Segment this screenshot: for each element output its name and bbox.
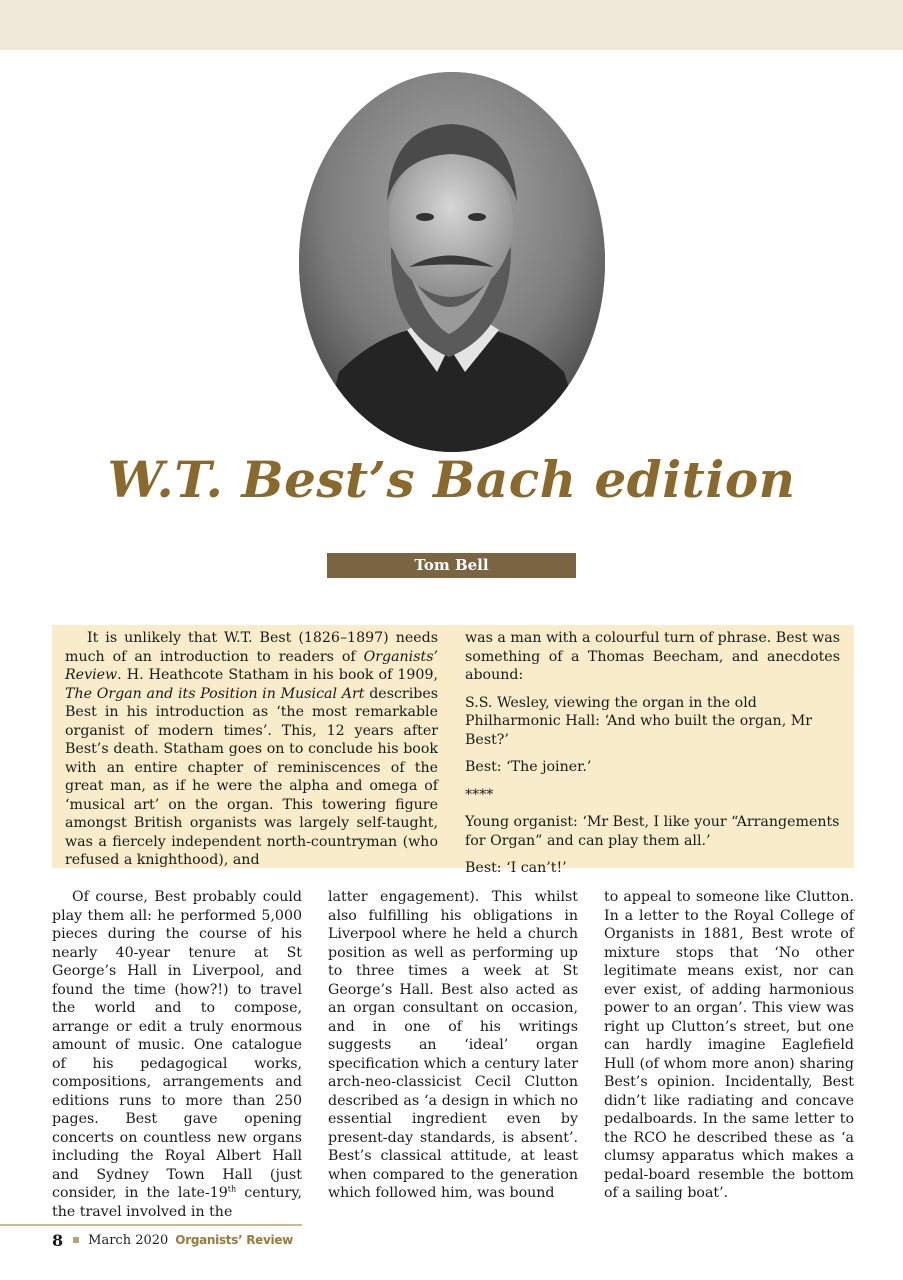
anecdote-line: Best: ‘The joiner.’	[465, 759, 592, 775]
intro-box	[52, 625, 854, 876]
portrait-photo	[299, 72, 605, 452]
body-column-2	[328, 888, 578, 1203]
body-paragraph: to appeal to someone like Clutton. In a letter to the Royal College of Organists in 1881, Best wrote of mixture stops that ‘No other legitimate means exist, nor can ever exist, of adding harmonious power to an organ’. This view was right up Clutton’s street, but one can hardly imagine Eaglefield Hull (of whom more anon) sharing Best’s opinion. Incidentally, Best didn’t like radiating and concave pedalboards. In the same letter to the RCO he described these as ‘a clumsy apparatus which makes a pedal-board resemble the bottom of a sailing boat’.	[604, 889, 854, 1201]
anecdote-line: Best: ‘I can’t!’	[465, 860, 567, 876]
portrait-image	[299, 72, 605, 452]
intro-paragraph: It is unlikely that W.T. Best (1826–1897) needs much of an introduction to readers of Organists’ Review. H. Heathcote Statham in his book of 1909, The Organ and its Position in Musical Art describes Best in his introduction as ‘the most remarkable organist of modern times’. This, 12 years after Best’s death. Statham goes on to conclude his book with an entire chapter of reminiscences of the great man, as if he were the alpha and omega of ‘musical art’ on the organ. This towering figure amongst British organists was largely self-taught, was a fiercely independent north-countryman (who refused a knighthood), and	[65, 630, 438, 868]
footer-rule	[0, 1224, 302, 1226]
anecdote-line: S.S. Wesley, viewing the organ in the old Philharmonic Hall: ‘And who built the organ, Mr Best?’	[465, 694, 813, 748]
author-byline: Tom Bell	[327, 553, 576, 578]
article-title: W.T. Best’s Bach edition	[107, 450, 796, 509]
issue-date: March 2020	[88, 1232, 169, 1248]
body-column-3	[604, 888, 854, 1203]
body-paragraph: latter engagement). This whilst also fulfilling his obligations in Liverpool where he held a church position as well as performing up to three times a week at St George’s Hall. Best also acted as an organ consultant on occasion, and in one of his writings suggests an ‘ideal’ organ specification which a century later arch-neo-classicist Cecil Clutton described as ‘a design in which no essential ingredient even by present-day standards, is absent’. Best’s classical attitude, at least when compared to the generation which followed him, was bound	[328, 889, 578, 1201]
body-paragraph: Of course, Best probably could play them all: he performed 5,000 pieces during the course of his nearly 40-year tenure at St George’s Hall in Liverpool, and found the time (how?!) to travel the world and to compose, arrange or edit a truly enormous amount of music. One catalogue of his pedagogical works, compositions, arrangements and editions runs to more than 250 pages. Best gave opening concerts on countless new organs including the Royal Albert Hall and Sydney Town Hall (just consider, in the late-19th century, the travel involved in the	[52, 889, 302, 1220]
page-footer	[52, 1230, 293, 1250]
intro-paragraph: was a man with a colourful turn of phrase. Best was something of a Thomas Beecham, and anecdotes abound:	[465, 630, 840, 683]
body-column-1	[52, 888, 302, 1221]
header-band	[0, 0, 903, 50]
intro-left-column	[65, 629, 438, 870]
square-bullet-icon	[73, 1237, 79, 1243]
page-number: 8	[52, 1230, 64, 1250]
intro-right-column	[465, 629, 840, 887]
anecdote-line: Young organist: ‘Mr Best, I like your “Arrangements for Organ” and can play them all.’	[465, 814, 840, 849]
magazine-name: Organists’ Review	[175, 1233, 293, 1247]
anecdote-separator: ****	[465, 786, 494, 803]
